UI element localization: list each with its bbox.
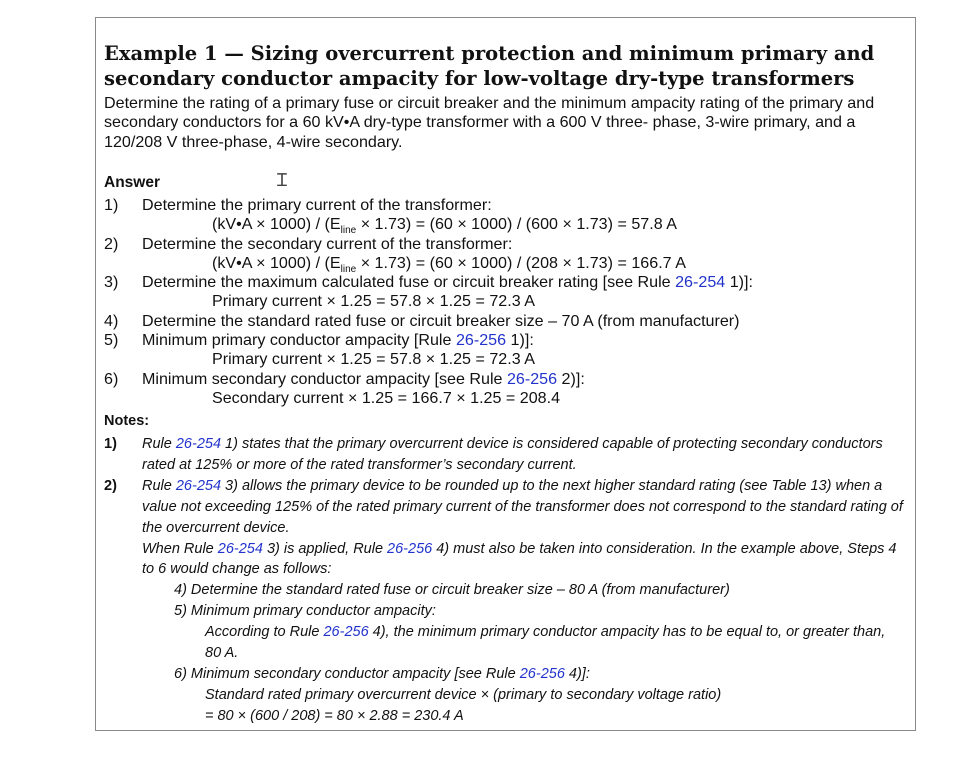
rule-link[interactable]: 26-256 — [506, 369, 558, 388]
rule-link[interactable]: 26-254 — [175, 477, 222, 494]
step-6-formula: Secondary current × 1.25 = 166.7 × 1.25 = 208.4 — [212, 388, 561, 407]
answer-heading: Answer — [104, 174, 160, 191]
step-5-formula: Primary current × 1.25 = 57.8 × 1.25 = 72.3 A — [212, 350, 535, 369]
answer-step-4: 4) Determine the standard rated fuse or circuit breaker size – 70 A (from manufacturer) — [104, 311, 740, 330]
revised-step-6-detail-1: Standard rated primary overcurrent device × (primary to secondary voltage ratio) — [205, 686, 722, 703]
revised-step-5-detail: According to Rule 26-256 4), the minimum primary conductor ampacity has to be equal to, or greater than, 80 A. — [205, 624, 886, 662]
rule-link[interactable]: 26-254 — [175, 436, 222, 452]
example-intro: Determine the rating of a primary fuse or circuit breaker and the minimum ampacity rating of the primary and secondary conductors for a 60 kV•A dry-type transformer with a 600 V three- phase, 3-wire primary, and a 120/208 V three-phase, 4-wire secondary. — [104, 94, 875, 151]
revised-step-4: 4) Determine the standard rated fuse or circuit breaker size – 80 A (from manufacturer) — [174, 582, 730, 599]
answer-step-2: 2) Determine the secondary current of the transformer: (kV•A × $1000) / (E_{line} \times 1.73) = (60 \times 1000) / (208 \times 1.73) = 166.7$ A — [104, 235, 914, 274]
answer-step-5: 5) Minimum primary conductor ampacity [Rule 26-256 1)]: Primary current × 1.25 = 57.8 × 1.25 = 72.3 A — [104, 331, 914, 370]
notes-list — [104, 434, 904, 727]
rule-link[interactable]: 26-254 — [217, 540, 263, 557]
revised-step-6-detail-2: = 80 × (600 / 208) = 80 × 2.88 = 230.4 A — [205, 707, 464, 724]
revised-step-5: 5) Minimum primary conductor ampacity: — [174, 603, 436, 620]
rule-link[interactable]: 26-256 — [455, 331, 507, 350]
text-cursor-icon: Ɪ — [277, 170, 288, 190]
example-title: Example 1 — Sizing overcurrent protection and minimum primary and secondary conductor ampacity for low-voltage dry-type transformers — [104, 42, 875, 90]
note-2: 2) Rule 26-254 3) allows the primary device to be rounded up to the next higher standard rating (see Table 13) when a value not exceeding 125% of the rated primary current of the transformer does not correspond to the standard rating of the overcurrent device. When Rule 26-254 3) is applied, Rule 26-256 4) must also be taken into consideration. In the example above, Steps 4 to 6 would change as follows: — [104, 476, 904, 581]
step-2-formula: (kV•A × $1000) / (E_{line} \times 1.73) = (60 \times 1000) / (208 \times 1.73) = 166.7$ A — [212, 253, 686, 276]
rule-link[interactable]: 26-256 — [519, 665, 565, 682]
rule-link[interactable]: 26-254 — [675, 273, 726, 292]
step-1-formula: (kV•A × $1000) / (E_{line} \times 1.73) = (60 \times 1000) / (600 \times 1.73) = 57.8$ A — [212, 215, 677, 237]
answer-step-6: 6) Minimum secondary conductor ampacity [see Rule 26-256 2)]: Secondary current × 1.25 = 166.7 × 1.25 = 208.4 — [104, 370, 914, 409]
step-3-formula: Primary current × 1.25 = 57.8 × 1.25 = 72.3 A — [212, 292, 535, 311]
revised-step-6: 6) Minimum secondary conductor ampacity [see Rule 26-256 4)]: — [174, 665, 590, 682]
answer-step-3: 3) Determine the maximum calculated fuse or circuit breaker rating [see Rule 26-254 1)]: Primary current × 1.25 = 57.8 × 1.25 = 72.3 A — [104, 273, 914, 312]
rule-link[interactable]: 26-256 — [387, 540, 433, 557]
answer-step-1: 1) Determine the primary current of the transformer: (kV•A × $1000) / (E_{line} \times 1.73) = (60 \times 1000) / (600 \times 1.73) = 57.8$ A — [104, 196, 914, 235]
rule-link[interactable]: 26-256 — [323, 624, 369, 641]
note-1: 1) Rule 26-254 1) states that the primary overcurrent device is considered capable of protecting secondary conductors rated at 125% or more of the rated transformer’s secondary current. — [104, 436, 883, 473]
note-2-paragraph: When Rule 26-254 3) is applied, Rule 26-256 4) must also be taken into consideration. In the example above, Steps 4 to 6 would change as follows: — [142, 540, 897, 578]
answer-steps — [104, 196, 914, 408]
notes-heading: Notes: — [104, 413, 150, 429]
